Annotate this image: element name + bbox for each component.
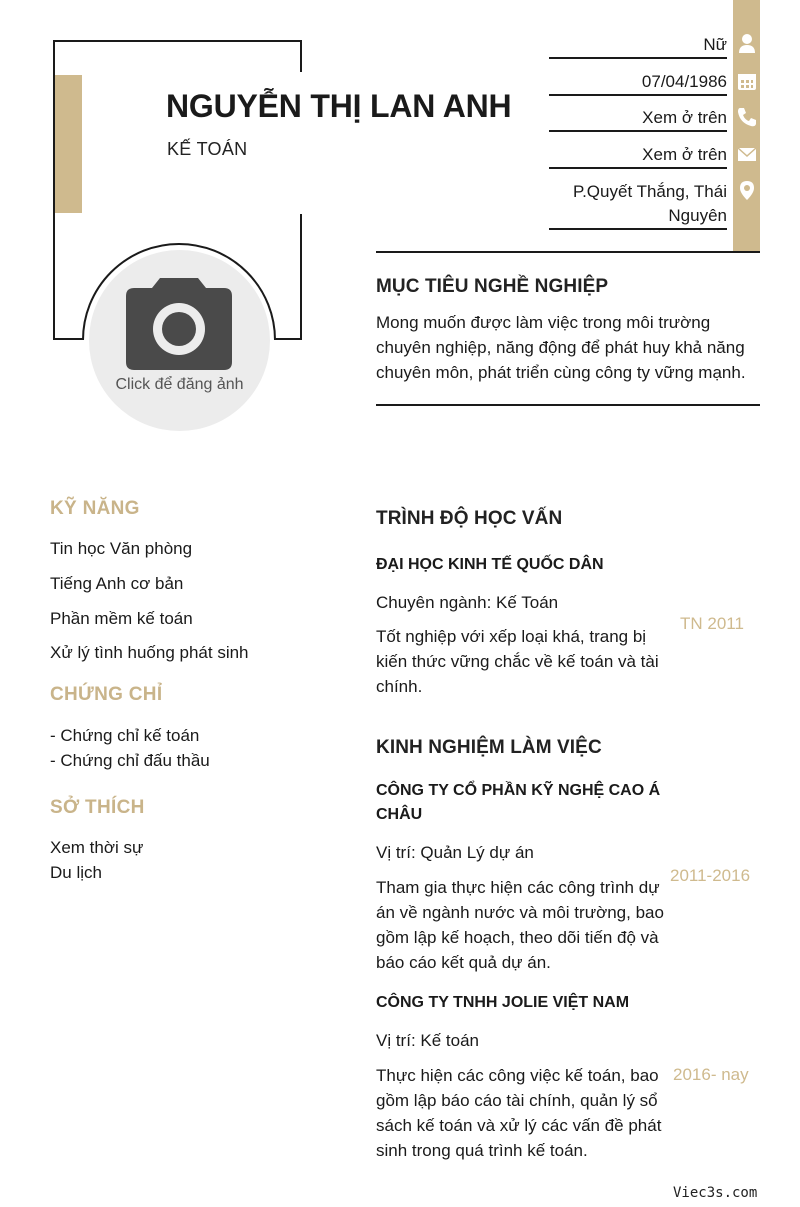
photo-upload-label[interactable]: Click để đăng ảnh	[115, 376, 244, 393]
certificates-title: CHỨNG CHỈ	[50, 684, 163, 705]
objective-title: MỤC TIÊU NGHỀ NGHIỆP	[376, 276, 609, 297]
school-name: ĐẠI HỌC KINH TẾ QUỐC DÂN	[376, 556, 604, 573]
job-date: 2016- nay	[673, 1065, 749, 1084]
job-description: Thực hiện các công việc kế toán, bao gồm lập báo cáo tài chính, quản lý sổ sách kế toán và xử lý các vấn đề phát sinh trong quá trình kế toán.	[376, 1066, 662, 1160]
skill-item: Tin học Văn phòng	[50, 539, 193, 558]
calendar-icon	[736, 70, 758, 92]
camera-icon[interactable]	[124, 276, 234, 371]
location-icon	[736, 179, 758, 201]
certificate-item: - Chứng chỉ kế toán	[50, 726, 200, 745]
address-field: P.Quyết Thắng, Thái Nguyên	[549, 180, 727, 230]
objective-text: Mong muốn được làm việc trong môi trường chuyên nghiệp, năng động để phát huy khả năng chuyên môn, phát triển cùng công ty vững mạnh.	[376, 313, 746, 382]
job-position: Vị trí: Quản Lý dự án	[376, 843, 534, 862]
hobbies-title: SỞ THÍCH	[50, 797, 145, 818]
skill-item: Phần mềm kế toán	[50, 609, 193, 628]
mail-icon	[736, 143, 758, 165]
gender-field: Nữ	[549, 33, 727, 59]
phone-field: Xem ở trên	[549, 106, 727, 132]
company-name: CÔNG TY CỔ PHẦN KỸ NGHỆ CAO Á CHÂU	[376, 782, 661, 823]
education-title: TRÌNH ĐỘ HỌC VẤN	[376, 508, 563, 529]
certificate-item: - Chứng chỉ đấu thầu	[50, 751, 210, 770]
education-date: TN 2011	[680, 614, 744, 633]
candidate-name: NGUYỄN THỊ LAN ANH	[166, 88, 512, 124]
education-description: Tốt nghiệp với xếp loại khá, trang bị kiến thức vững chắc về kế toán và tài chính.	[376, 627, 659, 696]
footer-brand: Viec3s.com	[673, 1185, 758, 1201]
job-date: 2011-2016	[670, 866, 751, 885]
experience-title: KINH NGHIỆM LÀM VIỆC	[376, 737, 602, 758]
divider	[376, 404, 760, 406]
person-icon	[736, 32, 758, 54]
hobby-item: Du lịch	[50, 863, 102, 882]
skill-item: Tiếng Anh cơ bản	[50, 574, 184, 593]
email-field: Xem ở trên	[549, 143, 727, 169]
accent-bar	[55, 75, 82, 213]
hobby-item: Xem thời sự	[50, 838, 144, 857]
job-title: KẾ TOÁN	[167, 139, 248, 159]
phone-icon	[736, 106, 758, 128]
skill-item: Xử lý tình huống phát sinh	[50, 643, 249, 662]
divider	[376, 251, 760, 253]
birthday-field: 07/04/1986	[549, 70, 727, 96]
skills-title: KỸ NĂNG	[50, 498, 140, 519]
job-description: Tham gia thực hiện các công trình dự án về ngành nước và môi trường, bao gồm lập kế hoạch, theo dõi tiến độ và báo cáo kết quả dự án.	[376, 878, 664, 972]
education-major: Chuyên ngành: Kế Toán	[376, 593, 559, 612]
company-name: CÔNG TY TNHH JOLIE VIỆT NAM	[376, 994, 630, 1011]
job-position: Vị trí: Kế toán	[376, 1031, 479, 1050]
